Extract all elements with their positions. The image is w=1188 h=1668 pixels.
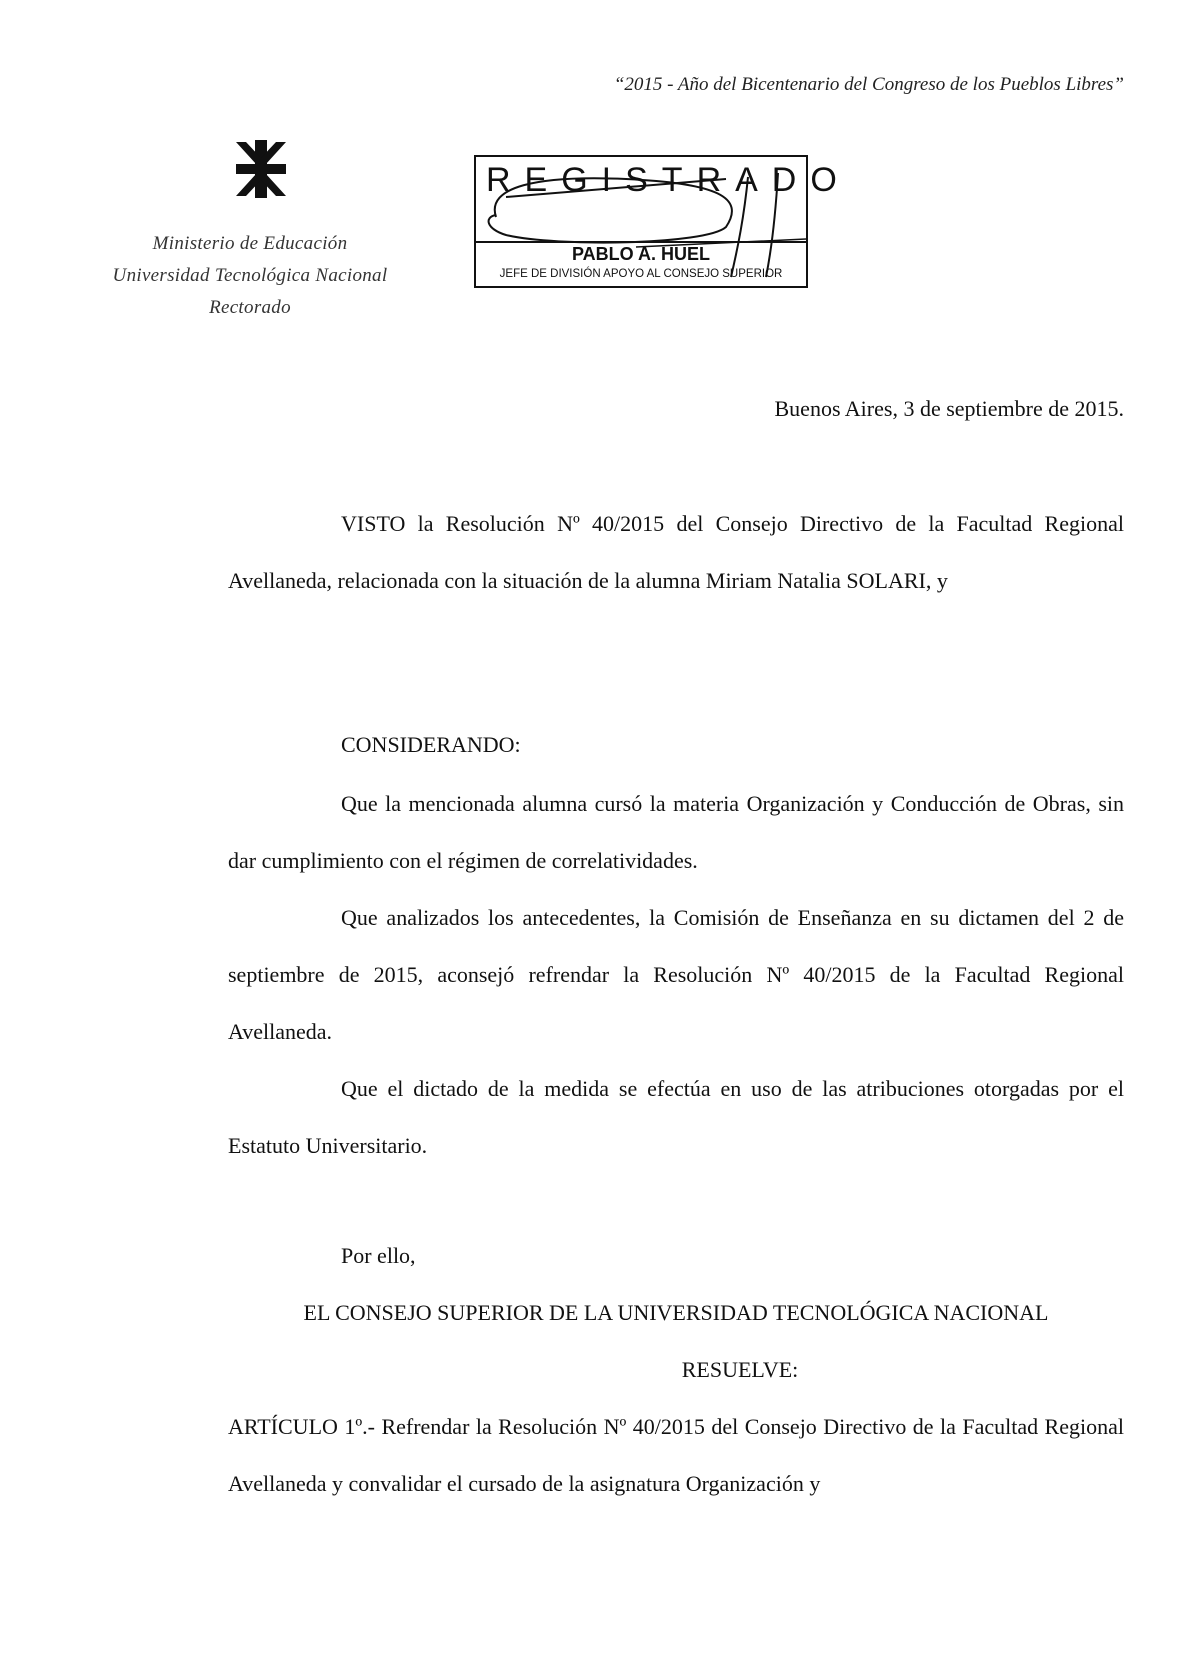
letterhead [60,228,440,324]
article-1: ARTÍCULO 1º.- Refrendar la Resolución Nº 40/2015 del Consejo Directivo de la Facultad Regional Avellaneda y convalidar el cursado de la asignatura Organización y [228,1414,1124,1496]
considerando-section [228,775,1124,1174]
visto-section [228,495,1124,609]
letterhead-rectorado: Rectorado [209,297,291,318]
stamp-title: REGISTRADO [486,161,851,199]
resuelve-heading: RESUELVE: [681,1357,799,1382]
utn-logo-icon [236,140,286,198]
registered-stamp [474,155,851,288]
considerando-paragraph-1: Que la mencionada alumna cursó la materia Organización y Conducción de Obras, sin dar cumplimiento con el régimen de correlatividades. [228,791,1124,873]
considerando-heading: CONSIDERANDO: [341,732,521,757]
stamp-signatory-name: PABLO A. HUEL [572,244,710,264]
letterhead-ministry: Ministerio de Educación [152,233,348,254]
council-heading: EL CONSEJO SUPERIOR DE LA UNIVERSIDAD TECNOLÓGICA NACIONAL [303,1300,1049,1325]
stamp-signatory-role: JEFE DE DIVISIÓN APOYO AL CONSEJO SUPERIOR [499,268,783,280]
year-motto: “2015 - Año del Bicentenario del Congreso de los Pueblos Libres” [613,74,1124,95]
date-line: Buenos Aires, 3 de septiembre de 2015. [774,396,1124,421]
articles-section [228,1398,1124,1512]
por-ello: Por ello, [341,1243,416,1268]
letterhead-university: Universidad Tecnológica Nacional [112,265,388,286]
visto-paragraph: VISTO la Resolución Nº 40/2015 del Consejo Directivo de la Facultad Regional Avellaneda, relacionada con la situación de la alumna Miriam Natalia SOLARI, y [228,511,1124,593]
considerando-paragraph-2: Que analizados los antecedentes, la Comisión de Enseñanza en su dictamen del 2 de septiembre de 2015, aconsejó refrendar la Resolución Nº 40/2015 de la Facultad Regional Avellaneda. [228,905,1124,1044]
stamp-divider [476,241,806,243]
considerando-paragraph-3: Que el dictado de la medida se efectúa en uso de las atribuciones otorgadas por el Estatuto Universitario. [228,1076,1124,1158]
